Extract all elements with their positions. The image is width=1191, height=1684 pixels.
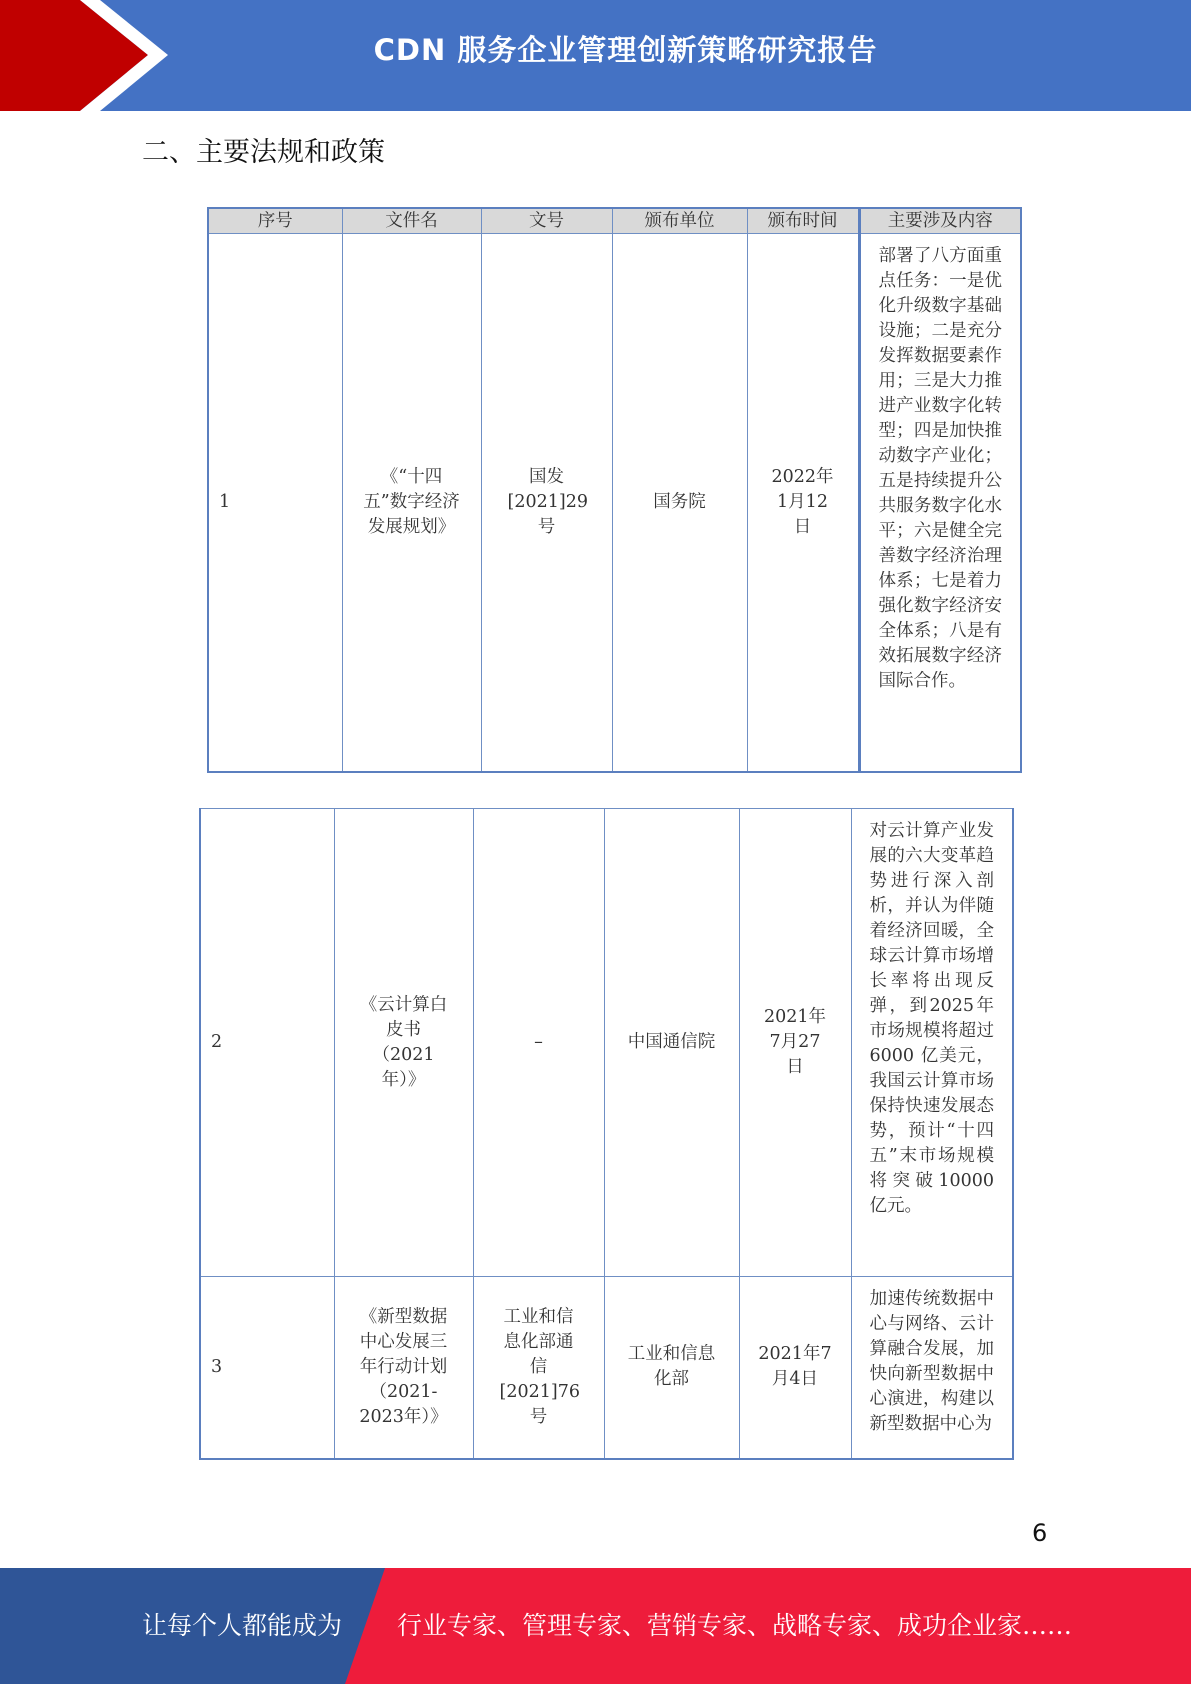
footer-slogan-left: 让每个人都能成为 [142,1611,343,1640]
regulations-table [207,207,1022,773]
header-issuer: 颁布单位 [612,208,747,234]
row-date: 2021年7月27日 [739,809,851,1277]
row-name: 《“十四五”数字经济发展规划》 [342,234,481,772]
header-doc-no: 文号 [481,208,612,234]
row-content: 对云计算产业发展的六大变革趋势进行深入剖析，并认为伴随着经济回暖，全球云计算市场增长率将出现反弹，到2025年市场规模将超过 6000 亿美元，我国云计算市场保持快速发展态势，预计“十四五”末市场规模将突破10000亿元。 [851,809,1013,1277]
row-seq: 2 [200,809,334,1277]
page-footer [0,1568,1191,1684]
header-seq: 序号 [208,208,342,234]
row-issuer: 国务院 [612,234,747,772]
header-date: 颁布时间 [747,208,859,234]
table-row [200,1277,1013,1459]
row-content: 部署了八方面重点任务：一是优化升级数字基础设施；二是充分发挥数据要素作用；三是大力推进产业数字化转型；四是加快推动数字产业化；五是持续提升公共服务数字化水平；六是健全完善数字经济治理体系；七是着力强化数字经济安全体系；八是有效拓展数字经济国际合作。 [859,234,1021,772]
header-name: 文件名 [342,208,481,234]
regulations-table-continued [199,808,1014,1460]
row-name: 《新型数据中心发展三年行动计划（2021-2023年）》 [334,1277,473,1459]
row-seq: 3 [200,1277,334,1459]
footer-slogan-right: 行业专家、管理专家、营销专家、战略专家、成功企业家…… [397,1611,1073,1640]
row-doc-no: 工业和信息化部通信[2021]76号 [473,1277,604,1459]
row-doc-no: – [473,809,604,1277]
section-title: 二、主要法规和政策 [142,137,385,168]
row-name: 《云计算白皮书（2021年）》 [334,809,473,1277]
header-content: 主要涉及内容 [859,208,1021,234]
row-content: 加速传统数据中心与网络、云计算融合发展，加快向新型数据中心演进，构建以新型数据中心为 [851,1277,1013,1459]
page-header [0,0,1191,111]
report-title: CDN 服务企业管理创新策略研究报告 [373,33,878,67]
table-header-row [208,208,1021,234]
row-issuer: 中国通信院 [604,809,739,1277]
row-issuer: 工业和信息化部 [604,1277,739,1459]
row-seq: 1 [208,234,342,772]
table-row [208,234,1021,772]
table-row [200,809,1013,1277]
row-doc-no: 国发[2021]29号 [481,234,612,772]
row-date: 2022年1月12日 [747,234,859,772]
page-number: 6 [1032,1519,1048,1547]
row-date: 2021年7月4日 [739,1277,851,1459]
